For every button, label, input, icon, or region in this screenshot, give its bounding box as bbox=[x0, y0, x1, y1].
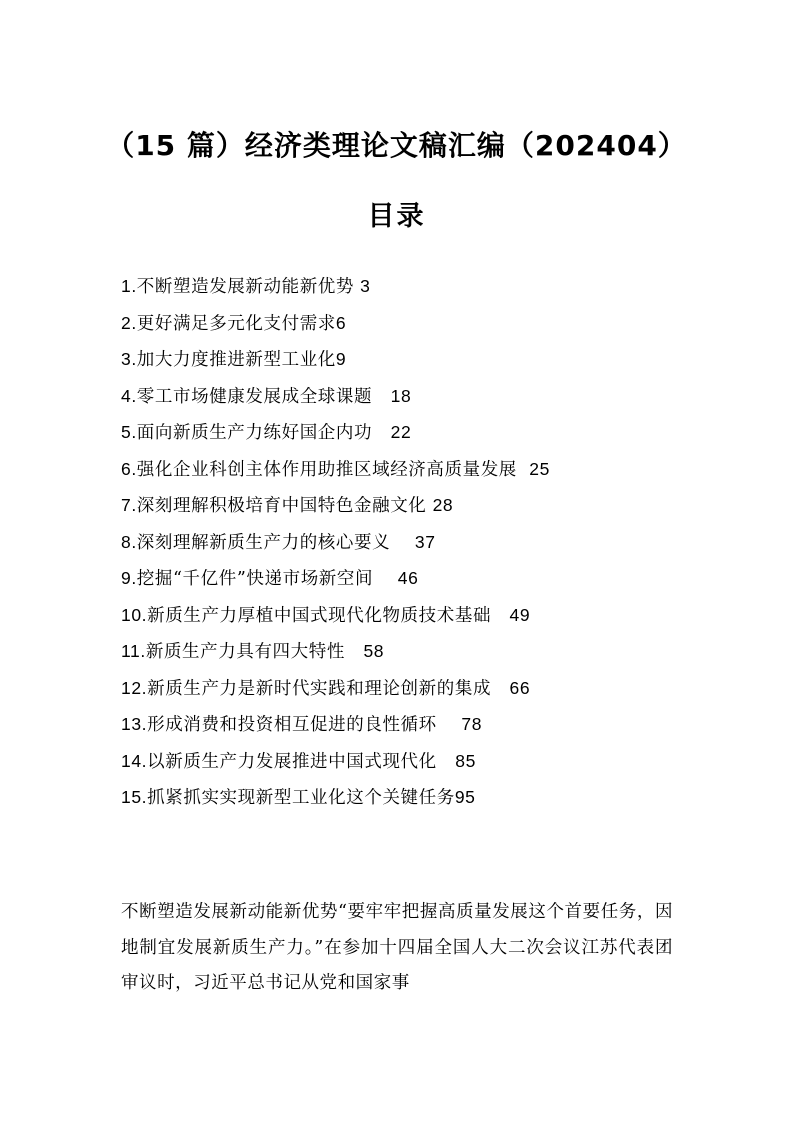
toc-entry-title: 深刻理解新质生产力的核心要义 bbox=[136, 532, 391, 553]
toc-entry[interactable] bbox=[121, 597, 681, 634]
toc-entry-title: 零工市场健康发展成全球课题 bbox=[136, 386, 373, 407]
toc-entry[interactable] bbox=[121, 779, 681, 816]
toc-entry-page-number: 22 bbox=[390, 422, 412, 442]
toc-entry-page-number: 66 bbox=[509, 677, 531, 698]
toc-entry-number: 2. bbox=[121, 312, 137, 333]
toc-entry-title: 挖掘“千亿件”快递市场新空间 bbox=[136, 569, 374, 589]
toc-entry-page-number: 78 bbox=[461, 714, 483, 734]
toc-entry-gap bbox=[491, 679, 510, 699]
toc-entry-title: 更好满足多元化支付需求 bbox=[136, 313, 336, 334]
toc-entry-gap bbox=[517, 460, 529, 480]
toc-entry-page-number: 9 bbox=[335, 349, 347, 369]
toc-entry-number: 10. bbox=[121, 604, 148, 625]
toc-entry-page-number: 49 bbox=[509, 604, 531, 625]
toc-entry[interactable] bbox=[121, 487, 681, 524]
toc-entry[interactable] bbox=[121, 378, 681, 415]
toc-entry[interactable] bbox=[121, 706, 681, 743]
toc-entry[interactable] bbox=[121, 633, 681, 670]
toc-entry-title: 以新质生产力发展推进中国式现代化 bbox=[147, 751, 437, 772]
toc-entry-number: 14. bbox=[121, 750, 148, 771]
toc-entry-title: 强化企业科创主体作用助推区域经济高质量发展 bbox=[136, 459, 517, 480]
toc-entry-title: 新质生产力具有四大特性 bbox=[145, 642, 345, 662]
toc-entry-gap bbox=[390, 533, 415, 553]
toc-entry-title: 形成消费和投资相互促进的良性循环 bbox=[147, 715, 437, 735]
toc-entry[interactable] bbox=[121, 451, 681, 488]
toc-entry-title: 加大力度推进新型工业化 bbox=[136, 350, 336, 370]
toc-entry-number: 3. bbox=[121, 349, 137, 369]
toc-entry[interactable] bbox=[121, 268, 681, 305]
toc-entry-gap bbox=[491, 606, 510, 626]
toc-entry-number: 12. bbox=[121, 677, 148, 698]
toc-entry-title: 深刻理解积极培育中国特色金融文化 bbox=[136, 496, 427, 516]
toc-entry-gap bbox=[437, 752, 456, 772]
toc-entry-page-number: 95 bbox=[454, 787, 476, 807]
toc-entry-title: 面向新质生产力练好国企内功 bbox=[136, 423, 373, 443]
toc-entry-gap bbox=[373, 569, 398, 589]
toc-entry[interactable] bbox=[121, 560, 681, 597]
toc-entry-page-number: 58 bbox=[363, 641, 385, 661]
toc-entry-page-number: 37 bbox=[414, 531, 436, 552]
toc-entry-page-number: 25 bbox=[529, 458, 550, 479]
toc-entry-title: 新质生产力厚植中国式现代化物质技术基础 bbox=[147, 605, 492, 626]
toc-entry-number: 6. bbox=[121, 458, 137, 479]
toc-entry-title: 新质生产力是新时代实践和理论创新的集成 bbox=[147, 678, 492, 699]
toc-entry-number: 11. bbox=[121, 641, 146, 661]
toc-entry-number: 1. bbox=[121, 276, 137, 296]
toc-entry-title: 抓紧抓实实现新型工业化这个关键任务 bbox=[147, 788, 455, 808]
toc-heading: 目录 bbox=[367, 201, 426, 232]
toc-entry[interactable] bbox=[121, 670, 681, 707]
toc-entry-gap bbox=[345, 642, 364, 662]
toc-entry[interactable] bbox=[121, 524, 681, 561]
body-paragraph: 不断塑造发展新动能新优势“要牢牢把握高质量发展这个首要任务，因地制宜发展新质生产力。”在参加十四届全国人大二次会议江苏代表团审议时，习近平总书记从党和国家事 bbox=[121, 902, 673, 993]
toc-entry-number: 7. bbox=[121, 495, 137, 515]
toc-entry-page-number: 28 bbox=[432, 495, 454, 515]
toc-entry[interactable] bbox=[121, 743, 681, 780]
table-of-contents bbox=[121, 268, 681, 816]
toc-entry[interactable] bbox=[121, 305, 681, 342]
toc-entry-page-number: 3 bbox=[360, 276, 371, 296]
toc-entry-number: 9. bbox=[121, 568, 137, 588]
toc-entry-number: 4. bbox=[121, 385, 137, 406]
toc-entry-gap bbox=[372, 387, 391, 407]
toc-entry[interactable] bbox=[121, 341, 681, 378]
toc-entry-page-number: 85 bbox=[455, 750, 476, 771]
toc-entry-title: 不断塑造发展新动能新优势 bbox=[136, 277, 354, 297]
toc-entry-gap bbox=[372, 423, 391, 443]
toc-entry-number: 8. bbox=[121, 531, 137, 552]
toc-entry-number: 13. bbox=[121, 714, 148, 734]
document-title: （15 篇）经济类理论文稿汇编（202404） bbox=[106, 129, 687, 162]
toc-entry-gap bbox=[437, 715, 462, 735]
toc-entry[interactable] bbox=[121, 414, 681, 451]
toc-entry-page-number: 18 bbox=[390, 385, 412, 406]
toc-entry-number: 5. bbox=[121, 422, 137, 442]
toc-entry-number: 15. bbox=[121, 787, 148, 807]
toc-entry-page-number: 6 bbox=[335, 312, 347, 333]
toc-entry-page-number: 46 bbox=[397, 568, 419, 588]
